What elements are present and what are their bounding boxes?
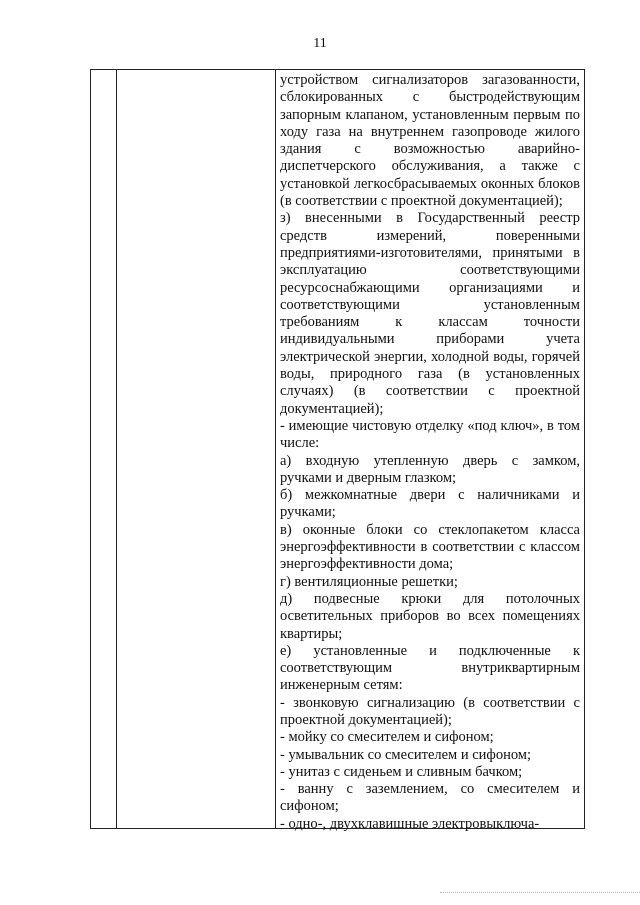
document-table [90, 69, 585, 832]
paragraph-2: з) внесенными в Государственный реестр средств измерений, поверенными предприятиями-изготовителями, принятыми в эксплуатацию соответствующими ресурсоснабжающими организациями и соответствующими установленным требованиям к классам точности индивидуальными приборами учета электрической энергии, холодной воды, горячей воды, природного газа (в установленных случаях) (в соответствии с проектной документацией); [280, 210, 580, 417]
paragraph-15: - одно-, двухклавишные электровыключа- [280, 815, 540, 832]
paragraph-9: е) установленные и подключенные к соответствующим внутриквартирным инженерным сетям: [280, 642, 580, 694]
scan-artifact [440, 892, 640, 897]
paragraph-14: - ванну с заземлением, со смесителем и сифоном; [280, 781, 580, 815]
column-divider-1 [116, 70, 117, 828]
paragraph-6: в) оконные блоки со стеклопакетом класса энергоэффективности в соответствии с классом энергоэффективности дома; [280, 521, 580, 573]
paragraph-12: - умывальник со смесителем и сифоном; [280, 746, 532, 763]
table-cell-text [280, 72, 580, 833]
page-number: 11 [313, 36, 327, 51]
column-divider-2 [275, 70, 276, 828]
paragraph-1: устройством сигнализаторов загазованности, сблокированных с быстродействующим запорным клапаном, установленным первым по ходу газа на внутреннем газопроводе жилого здания с возможностью аварийно-диспетчерского обслуживания, а также с установкой легкосбрасываемых оконных блоков (в соответствии с проектной документацией); [280, 72, 580, 210]
paragraph-5: б) межкомнатные двери с наличниками и ручками; [280, 487, 580, 521]
paragraph-7: г) вентиляционные решетки; [280, 573, 458, 590]
paragraph-11: - мойку со смесителем и сифоном; [280, 729, 494, 746]
paragraph-8: д) подвесные крюки для потолочных осветительных приборов во всех помещениях квартиры; [280, 590, 580, 642]
paragraph-13: - унитаз с сиденьем и сливным бачком; [280, 763, 523, 780]
paragraph-10: - звонковую сигнализацию (в соответствии с проектной документацией); [280, 694, 580, 728]
paragraph-4: а) входную утепленную дверь с замком, ручками и дверным глазком; [280, 452, 580, 486]
paragraph-3: - имеющие чистовую отделку «под ключ», в том числе: [280, 417, 580, 452]
